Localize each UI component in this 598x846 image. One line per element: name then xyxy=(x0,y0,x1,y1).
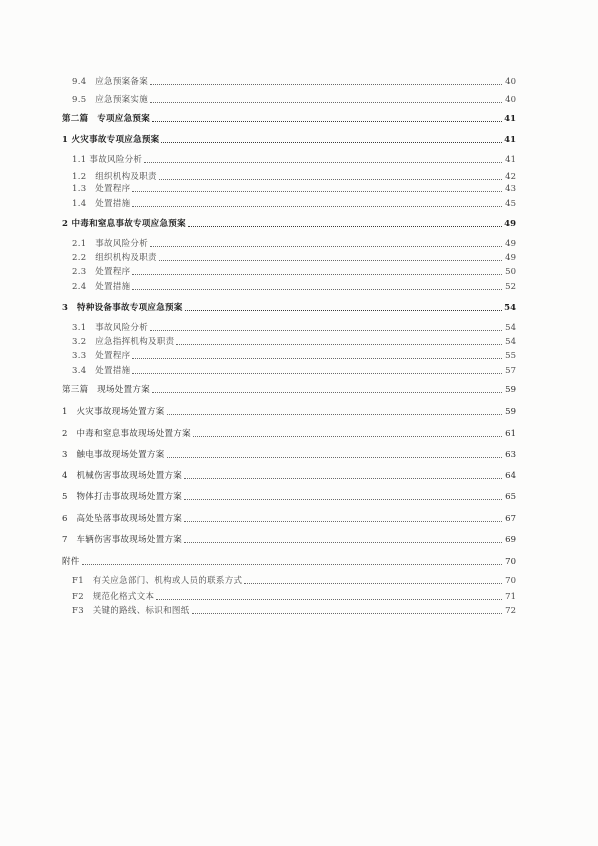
toc-entry-label: 5 物体打击事故现场处置方案 xyxy=(62,492,183,502)
toc-entry[interactable] xyxy=(72,239,516,249)
toc-entry[interactable] xyxy=(72,606,516,616)
toc-entry-label: 2.3 处置程序 xyxy=(72,267,131,277)
toc-leader-dots xyxy=(150,83,502,85)
toc-entry-label: 9.4 应急预案备案 xyxy=(72,77,149,87)
toc-entry-page: 69 xyxy=(505,535,516,545)
toc-entry-page: 65 xyxy=(505,492,516,502)
toc-leader-dots xyxy=(144,161,502,163)
toc-entry-page: 42 xyxy=(505,172,516,182)
toc-leader-dots xyxy=(184,520,502,522)
toc-entry-label: 3.4 处置措施 xyxy=(72,366,131,376)
toc-entry-page: 43 xyxy=(505,184,516,194)
toc-entry[interactable] xyxy=(72,155,516,165)
toc-entry-label: 附件 xyxy=(62,557,80,567)
toc-entry[interactable] xyxy=(72,199,516,209)
toc-entry-label: 1 火灾事故现场处置方案 xyxy=(62,407,165,417)
toc-leader-dots xyxy=(152,120,502,122)
toc-leader-dots xyxy=(188,225,502,227)
toc-entry-page: 55 xyxy=(505,351,516,361)
toc-entry-page: 57 xyxy=(505,366,516,376)
toc-leader-dots xyxy=(184,498,502,500)
toc-leader-dots xyxy=(132,372,502,374)
toc-leader-dots xyxy=(161,141,502,143)
toc-entry-page: 71 xyxy=(505,592,516,602)
toc-entry[interactable] xyxy=(72,351,516,361)
toc-entry-label: 3 触电事故现场处置方案 xyxy=(62,450,165,460)
toc-entry-label: 3.1 事故风险分析 xyxy=(72,323,149,333)
toc-entry-page: 41 xyxy=(504,135,516,145)
toc-leader-dots xyxy=(132,205,502,207)
toc-entry-label: F1 有关应急部门、机构或人员的联系方式 xyxy=(72,576,243,586)
toc-entry-page: 45 xyxy=(505,199,516,209)
toc-entry-label: 1.2 组织机构及职责 xyxy=(72,172,157,182)
toc-entry-label: 3.2 应急指挥机构及职责 xyxy=(72,337,175,347)
toc-entry-page: 67 xyxy=(505,514,516,524)
toc-part-heading[interactable] xyxy=(62,385,516,395)
toc-entry-page: 49 xyxy=(505,239,516,249)
toc-entry-label: 1.3 处置程序 xyxy=(72,184,131,194)
toc-appendix-heading[interactable] xyxy=(62,557,516,567)
toc-entry-label: 2.4 处置措施 xyxy=(72,282,131,292)
toc-entry-label: 3.3 处置程序 xyxy=(72,351,131,361)
toc-entry-page: 40 xyxy=(505,77,516,87)
toc-entry[interactable] xyxy=(62,492,516,502)
toc-leader-dots xyxy=(150,245,502,247)
toc-leader-dots xyxy=(244,582,502,584)
toc-entry-page: 70 xyxy=(505,576,516,586)
toc-entry-page: 61 xyxy=(505,429,516,439)
toc-entry-page: 59 xyxy=(505,385,516,395)
toc-entry-page: 54 xyxy=(504,303,516,313)
toc-entry-page: 54 xyxy=(505,337,516,347)
toc-entry-label: F3 关键的路线、标识和图纸 xyxy=(72,606,190,616)
toc-leader-dots xyxy=(159,259,502,261)
toc-leader-dots xyxy=(184,541,502,543)
toc-entry[interactable] xyxy=(72,282,516,292)
toc-leader-dots xyxy=(167,456,502,458)
toc-entry-page: 49 xyxy=(505,253,516,263)
toc-leader-dots xyxy=(184,477,502,479)
toc-leader-dots xyxy=(185,309,502,311)
toc-entry[interactable] xyxy=(62,429,516,439)
toc-entry-page: 49 xyxy=(504,219,516,229)
toc-chapter-heading[interactable] xyxy=(62,135,516,145)
toc-leader-dots xyxy=(82,563,502,565)
toc-entry-page: 41 xyxy=(504,114,516,124)
toc-entry-label: 第三篇 现场处置方案 xyxy=(62,385,151,395)
toc-entry[interactable] xyxy=(72,77,516,87)
toc-leader-dots xyxy=(132,190,502,192)
toc-entry-page: 64 xyxy=(505,471,516,481)
toc-entry-page: 72 xyxy=(505,606,516,616)
toc-entry-label: 2.2 组织机构及职责 xyxy=(72,253,157,263)
toc-entry-label: 第二篇 专项应急预案 xyxy=(62,114,151,124)
toc-leader-dots xyxy=(132,288,502,290)
toc-entry-page: 41 xyxy=(505,155,516,165)
toc-entry-label: 2 中毒和窒息事故专项应急预案 xyxy=(62,219,186,229)
toc-entry-label: 2.1 事故风险分析 xyxy=(72,239,149,249)
toc-leader-dots xyxy=(152,391,502,393)
toc-entry[interactable] xyxy=(72,267,516,277)
toc-entry[interactable] xyxy=(62,514,516,524)
toc-entry[interactable] xyxy=(62,535,516,545)
toc-chapter-heading[interactable] xyxy=(62,303,516,313)
toc-entry[interactable] xyxy=(72,366,516,376)
toc-entry[interactable] xyxy=(72,592,516,602)
toc-leader-dots xyxy=(150,329,502,331)
toc-leader-dots xyxy=(167,413,502,415)
toc-leader-dots xyxy=(176,343,502,345)
toc-entry-label: 7 车辆伤害事故现场处置方案 xyxy=(62,535,183,545)
toc-entry[interactable] xyxy=(72,172,516,182)
toc-entry[interactable] xyxy=(62,450,516,460)
toc-entry[interactable] xyxy=(72,253,516,263)
toc-entry-label: 6 高处坠落事故现场处置方案 xyxy=(62,514,183,524)
toc-entry[interactable] xyxy=(72,337,516,347)
toc-entry-label: 3 特种设备事故专项应急预案 xyxy=(62,303,183,313)
toc-entry-label: 1.4 处置措施 xyxy=(72,199,131,209)
toc-entry-page: 52 xyxy=(505,282,516,292)
toc-entry-page: 54 xyxy=(505,323,516,333)
toc-chapter-heading[interactable] xyxy=(62,219,516,229)
toc-entry-label: 1.1 事故风险分析 xyxy=(72,155,143,165)
toc-leader-dots xyxy=(193,435,502,437)
toc-entry[interactable] xyxy=(72,95,516,105)
toc-leader-dots xyxy=(192,612,502,614)
toc-entry[interactable] xyxy=(72,323,516,333)
toc-leader-dots xyxy=(156,598,502,600)
toc-leader-dots xyxy=(132,357,502,359)
toc-entry[interactable] xyxy=(62,471,516,481)
toc-entry-page: 50 xyxy=(505,267,516,277)
toc-entry-label: 4 机械伤害事故现场处置方案 xyxy=(62,471,183,481)
toc-entry-label: 9.5 应急预案实施 xyxy=(72,95,149,105)
toc-entry-page: 40 xyxy=(505,95,516,105)
toc-leader-dots xyxy=(159,178,502,180)
toc-entry-label: 1 火灾事故专项应急预案 xyxy=(62,135,160,145)
toc-entry[interactable] xyxy=(62,407,516,417)
toc-leader-dots xyxy=(150,101,502,103)
toc-entry-page: 59 xyxy=(505,407,516,417)
toc-entry-page: 63 xyxy=(505,450,516,460)
toc-entry-label: F2 规范化格式文本 xyxy=(72,592,155,602)
toc-entry[interactable] xyxy=(72,576,516,586)
toc-entry-label: 2 中毒和窒息事故现场处置方案 xyxy=(62,429,191,439)
toc-leader-dots xyxy=(132,273,502,275)
toc-part-heading[interactable] xyxy=(62,114,516,124)
toc-entry[interactable] xyxy=(72,184,516,194)
toc-entry-page: 70 xyxy=(505,557,516,567)
